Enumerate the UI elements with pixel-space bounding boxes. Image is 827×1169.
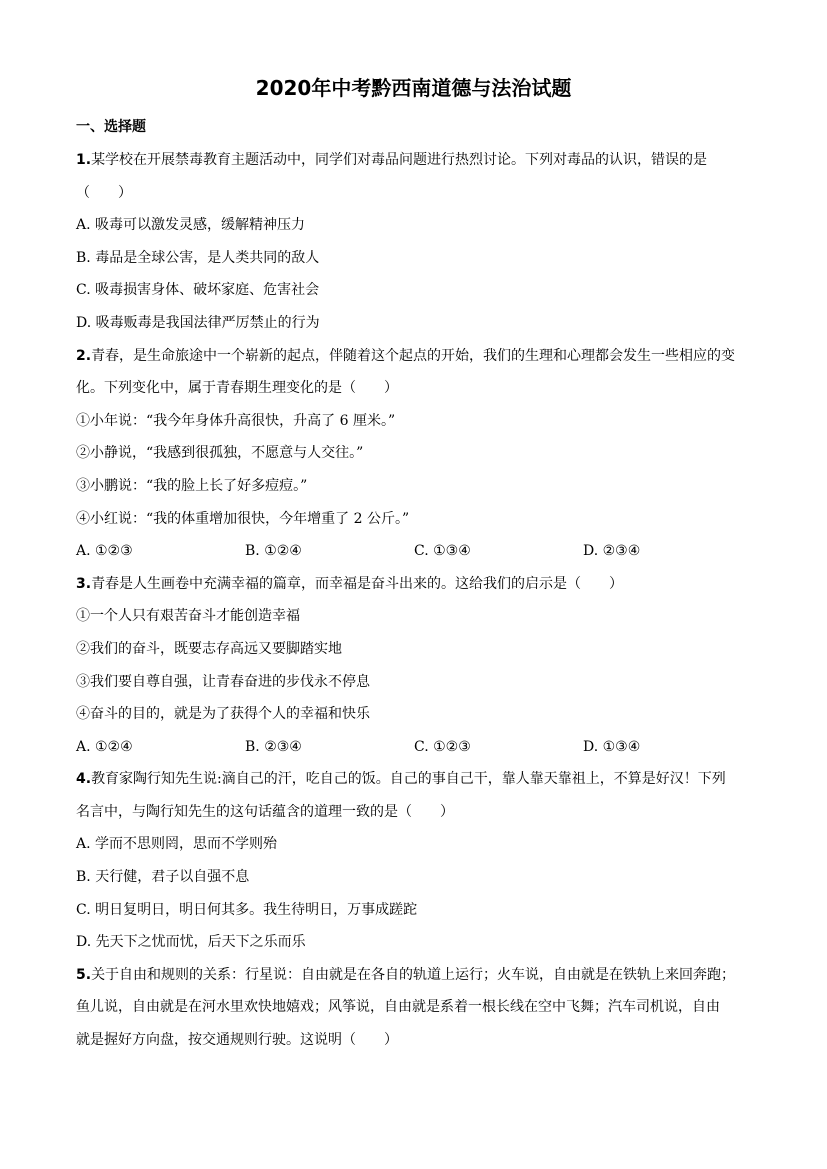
option-d: D. 先天下之忧而忧，后天下之乐而乐 [76, 934, 306, 951]
question-5 [76, 959, 752, 1057]
statement: ③我们要自尊自强，让青春奋进的步伐永不停息 [76, 673, 370, 690]
question-stem: 名言中，与陶行知先生的这句话蕴含的道理一致的是（ ） [76, 803, 454, 820]
question-stem: 某学校在开展禁毒教育主题活动中，同学们对毒品问题进行热烈讨论。下列对毒品的认识，错误的是 [91, 152, 708, 168]
option-d: D. ②③④ [583, 543, 641, 560]
question-stem: 青春，是生命旅途中一个崭新的起点，伴随着这个起点的开始，我们的生理和心理都会发生一些相应的变 [91, 347, 736, 364]
question-number: 4. [76, 771, 92, 788]
question-4 [76, 763, 752, 959]
statement: ②我们的奋斗，既要志存高远又要脚踏实地 [76, 640, 342, 657]
option-a: A. 吸毒可以激发灵感，缓解精神压力 [76, 217, 306, 234]
question-number: 1. [76, 152, 92, 168]
page-title: 2020年中考黔西南道德与法治试题 [255, 76, 572, 100]
options-row [76, 535, 752, 568]
question-3 [76, 568, 752, 764]
question-number: 5. [76, 966, 92, 983]
options-row [76, 731, 752, 764]
statement: ①小年说：“我今年身体升高很快，升高了 6 厘米。” [76, 412, 396, 429]
option-c: C. ①③④ [414, 543, 471, 560]
section-heading: 一、选择题 [76, 119, 146, 135]
question-stem: 青春是人生画卷中充满幸福的篇章，而幸福是奋斗出来的。这给我们的启示是（ ） [91, 575, 624, 592]
option-d: D. ①③④ [583, 738, 641, 755]
question-stem: 鱼儿说，自由就是在河水里欢快地嬉戏；风筝说，自由就是系着一根长线在空中飞舞；汽车司机说，自由 [76, 999, 720, 1016]
option-b: B. 天行健，君子以自强不息 [76, 869, 250, 886]
statement: ③小鹏说：“我的脸上长了好多痘痘。” [76, 477, 308, 494]
option-b: B. ②③④ [245, 738, 302, 755]
option-c: C. 吸毒损害身体、破坏家庭、危害社会 [76, 282, 320, 299]
option-a: A. ①②③ [76, 543, 133, 560]
option-c: C. 明日复明日，明日何其多。我生待明日，万事成蹉跎 [76, 901, 418, 918]
option-b: B. 毒品是全球公害，是人类共同的敌人 [76, 249, 320, 266]
option-a: A. ①②④ [76, 738, 133, 755]
question-2 [76, 340, 752, 568]
question-number: 2. [76, 347, 92, 364]
question-stem: 教育家陶行知先生说:滴自己的汗，吃自己的饭。自己的事自己干，靠人靠天靠祖上，不算是好汉！下列 [91, 771, 726, 788]
question-stem: 化。下列变化中，属于青春期生理变化的是（ ） [76, 380, 398, 397]
option-b: B. ①②④ [245, 543, 302, 560]
question-list [76, 144, 752, 1057]
option-c: C. ①②③ [414, 738, 471, 755]
question-number: 3. [76, 575, 92, 592]
option-a: A. 学而不思则罔，思而不学则殆 [76, 836, 278, 853]
question-1 [76, 144, 752, 340]
statement: ④小红说：“我的体重增加很快，今年增重了 2 公斤。” [76, 510, 410, 527]
statement: ④奋斗的目的，就是为了获得个人的幸福和快乐 [76, 706, 370, 723]
option-d: D. 吸毒贩毒是我国法律严厉禁止的行为 [76, 314, 320, 331]
question-stem: （ ） [76, 184, 132, 201]
question-stem: 关于自由和规则的关系：行星说：自由就是在各自的轨道上运行；火车说，自由就是在铁轨上来回奔跑； [91, 966, 736, 983]
statement: ①一个人只有艰苦奋斗才能创造幸福 [76, 608, 300, 625]
question-stem: 就是握好方向盘，按交通规则行驶。这说明（ ） [76, 1032, 398, 1049]
statement: ②小静说，“我感到很孤独，不愿意与人交往。” [76, 445, 364, 462]
